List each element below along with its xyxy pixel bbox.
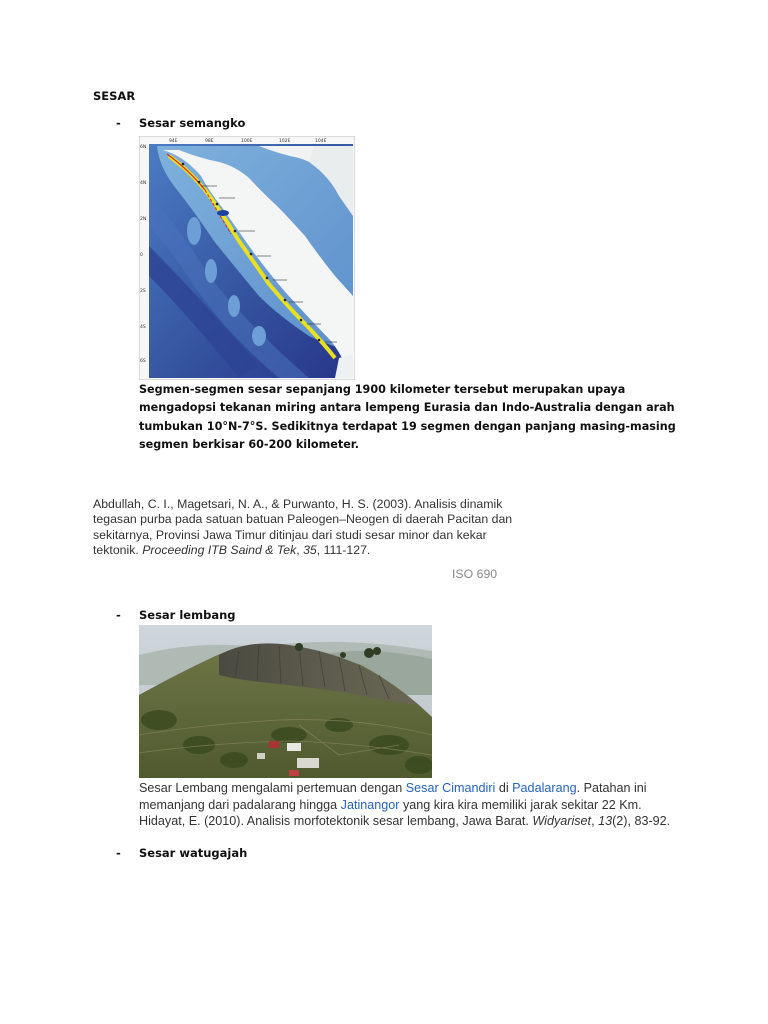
map-tick-label: 102E xyxy=(279,139,291,144)
citation-journal: Proceeding ITB Saind & Tek xyxy=(142,542,297,557)
link-sesar-cimandiri[interactable]: Sesar Cimandiri xyxy=(405,781,496,795)
lembang-sep: , xyxy=(591,814,599,829)
bullet-watugajah xyxy=(116,846,247,860)
map-tick-label: 94E xyxy=(169,139,178,144)
semangko-paragraph: Segmen-segmen sesar sepanjang 1900 kilometer tersebut merupakan upaya mengadopsi tekanan miring antara lempeng Eurasia dan Indo-Australia dengan arah tumbukan 10°N-7°S. Sedikitnya terdapat 19 segmen dengan panjang masing-masing segmen berkisar 60-200 kilometer. xyxy=(139,383,676,451)
bullet-title-lembang: Sesar lembang xyxy=(139,608,236,622)
sumatra-map-svg xyxy=(139,136,355,380)
map-tick-label: 6S xyxy=(140,359,146,364)
lembang-fault-photo xyxy=(139,625,432,778)
lembang-text-2: di xyxy=(495,781,513,795)
map-tick-label: 4S xyxy=(140,325,146,330)
page-heading: SESAR xyxy=(93,89,136,103)
lembang-text-4: yang kira kira memiliki jarak sekitar 22 Km. Hidayat, E. (2010). Analisis morfotektonik sesar lembang, Jawa Barat. xyxy=(139,797,642,829)
map-tick-label: 0 xyxy=(140,253,143,258)
map-tick-label: 2N xyxy=(140,217,147,222)
citation-style-label: ISO 690 xyxy=(452,567,498,581)
lembang-photo-svg xyxy=(139,625,432,778)
sumatra-fault-map xyxy=(139,136,355,380)
citation-pages: , 111-127. xyxy=(316,542,371,557)
map-tick-label: 6N xyxy=(140,145,147,150)
bullet-semangko xyxy=(116,116,245,130)
bullet-lembang xyxy=(116,608,236,622)
bullet-title-semangko: Sesar semangko xyxy=(139,116,246,130)
lembang-text-1: Sesar Lembang mengalami pertemuan dengan xyxy=(139,781,406,795)
map-tick-label: 4N xyxy=(140,181,147,186)
citation-sep: , xyxy=(296,542,304,557)
lembang-paragraph xyxy=(139,780,684,830)
map-tick-label: 104E xyxy=(315,139,327,144)
link-jatinangor[interactable]: Jatinangor xyxy=(340,797,400,812)
citation-lead: Abdullah, C. I., Magetsari, N. A., & Purwanto, H. S. (2003). Analisis dinamik tegasan purba pada satuan batuan Paleogen–Neogen di daerah Pacitan dan sekitarnya, Provinsi Jawa Timur ditinjau dari studi sesar minor dan kekar tektonik. xyxy=(93,497,513,557)
map-tick-label: 98E xyxy=(205,139,214,144)
bullet-dash: - xyxy=(116,846,121,860)
citation-abdullah xyxy=(93,497,523,558)
map-tick-label: 100E xyxy=(241,139,253,144)
lembang-text-3: . Patahan ini memanjang dari padalarang hingga xyxy=(139,781,647,812)
lembang-volume: 13 xyxy=(598,814,613,829)
lembang-issue-pages: (2), 83-92. xyxy=(612,814,671,829)
link-padalarang[interactable]: Padalarang xyxy=(512,781,577,795)
lembang-journal: Widyariset xyxy=(532,814,592,829)
bullet-dash: - xyxy=(116,116,121,130)
bullet-dash: - xyxy=(116,608,121,622)
citation-volume: 35 xyxy=(303,542,317,557)
map-tick-label: 2S xyxy=(140,289,146,294)
bullet-title-watugajah: Sesar watugajah xyxy=(139,846,248,860)
